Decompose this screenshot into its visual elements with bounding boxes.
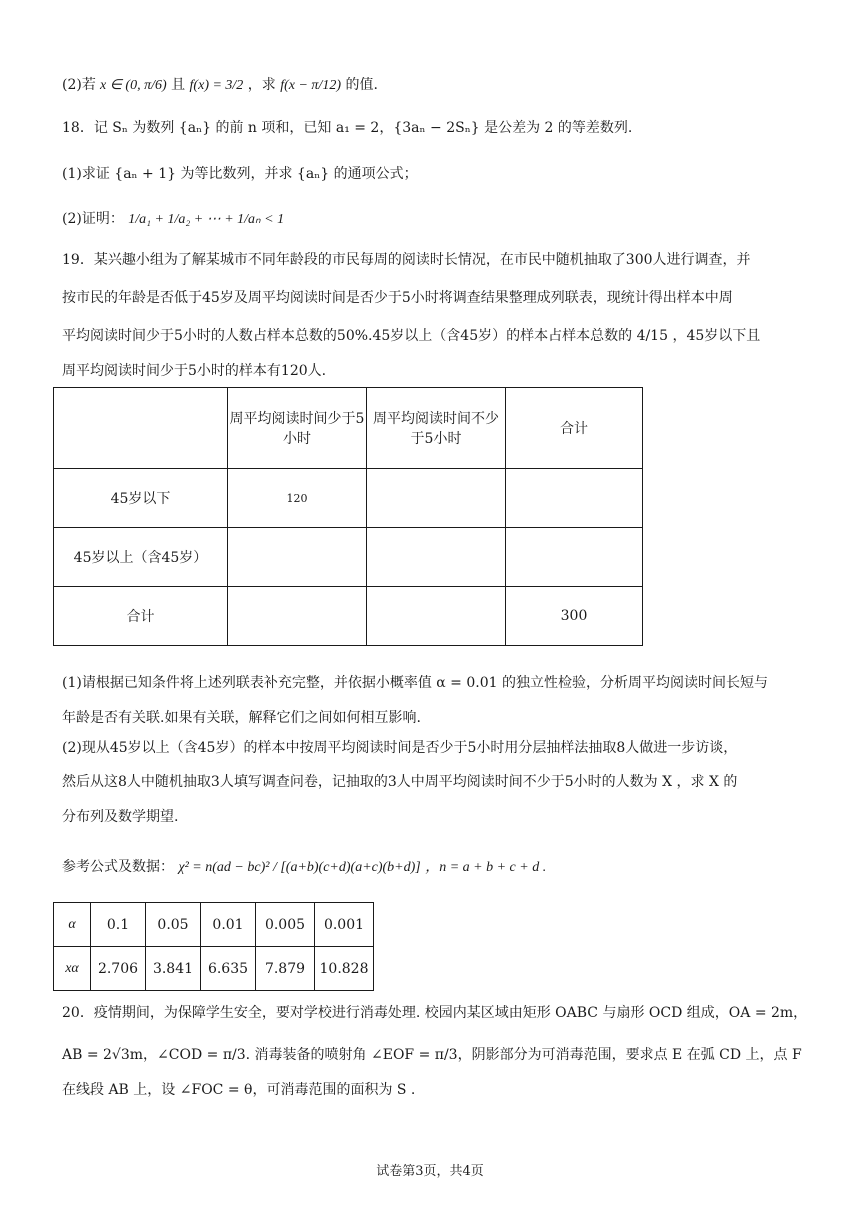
q19-line2: 按市民的年龄是否低于45岁及周平均阅读时间是否少于5小时将调查结果整理成列联表，现统计得出样本中周 (62, 290, 733, 306)
q17-given: f(x) = 3/2 (189, 78, 244, 93)
q19-line3-b: ，45岁以下且 (672, 328, 761, 344)
table-header: 合计 (506, 388, 643, 469)
contingency-table (53, 387, 643, 646)
q18-part1: (1)求证 {aₙ + 1} 为等比数列，并求 {aₙ} 的通项公式； (62, 166, 418, 182)
q17-suffix: 的值. (345, 77, 378, 93)
q19-part2-l2: 然后从这8人中随机抽取3人填写调查问卷，记抽取的3人中周平均阅读时间不少于5小时的人数为 X ，求 X 的 (62, 774, 738, 790)
table-cell (506, 528, 643, 587)
table-cell (367, 528, 506, 587)
q19-part2-l3: 分布列及数学期望. (62, 809, 179, 825)
q19-line3-frac: 4/15 (636, 328, 669, 344)
table-cell: 300 (506, 587, 643, 646)
q19-ref (62, 857, 546, 878)
q19-ref-n: ，n = a + b + c + d . (425, 860, 547, 875)
table-header: 周平均阅读时间少于5小时 (228, 388, 367, 469)
table-cell (54, 388, 228, 469)
table-cell (228, 587, 367, 646)
table-row (54, 528, 643, 587)
q17-ask: ，求 (247, 77, 276, 93)
q19-ref-formula: χ² = n(ad − bc)² / [(a+b)(c+d)(a+c)(b+d)] (178, 860, 421, 875)
q19-ref-label: 参考公式及数据： (62, 859, 174, 875)
table-cell: 10.828 (315, 947, 374, 991)
q17-part2-rest (100, 75, 378, 96)
q19-line3 (62, 326, 760, 346)
table-cell: 合计 (54, 587, 228, 646)
table-cell: 2.706 (91, 947, 146, 991)
q17-mid: 且 (171, 77, 186, 93)
q18-part2-formula: 1/a₁ + 1/a₂ + ⋯ + 1/aₙ < 1 (128, 212, 285, 227)
table-cell (506, 469, 643, 528)
q19-line1: 19．某兴趣小组为了解某城市不同年龄段的市民每周的阅读时长情况，在市民中随机抽取了300人进行调查，并 (62, 252, 751, 268)
q18-part2-prefix: (2)证明： (62, 211, 124, 227)
table-cell: 120 (228, 469, 367, 528)
table-cell: 6.635 (201, 947, 256, 991)
table-header: 周平均阅读时间不少于5小时 (367, 388, 506, 469)
q18-part2 (62, 209, 284, 230)
q20-line2: AB = 2√3m，∠COD = π/3. 消毒装备的喷射角 ∠EOF = π/3，阴影部分为可消毒范围，要求点 E 在弧 CD 上，点 F (62, 1047, 802, 1063)
q19-part2-l1: (2)现从45岁以上（含45岁）的样本中按周平均阅读时间是否少于5小时用分层抽样法抽取8人做进一步访谈， (62, 740, 738, 756)
q19-part1-l2: 年龄是否有关联.如果有关联，解释它们之间如何相互影响. (62, 710, 421, 726)
q18-stem: 18．记 Sₙ 为数列 {aₙ} 的前 n 项和，已知 a₁ = 2，{3aₙ − 2Sₙ} 是公差为 2 的等差数列. (62, 120, 633, 136)
table-cell: 45岁以下 (54, 469, 228, 528)
q19-line3-a: 平均阅读时间少于5小时的人数占样本总数的50%.45岁以上（含45岁）的样本占样本总数的 (62, 328, 633, 344)
table-header-row (54, 388, 643, 469)
table-cell: 3.841 (146, 947, 201, 991)
q19-line4: 周平均阅读时间少于5小时的样本有120人. (62, 363, 327, 379)
alpha-table (53, 902, 374, 991)
table-row (54, 947, 374, 991)
table-cell: xα (54, 947, 91, 991)
q20-line3: 在线段 AB 上，设 ∠FOC = θ，可消毒范围的面积为 S . (62, 1082, 416, 1098)
q17-part2: (2)若 (62, 77, 96, 93)
table-row (54, 469, 643, 528)
table-cell: α (54, 903, 91, 947)
table-cell: 0.001 (315, 903, 374, 947)
table-row (54, 587, 643, 646)
q17-cond: x ∈ (0, π/6) (100, 78, 167, 93)
table-cell: 0.1 (91, 903, 146, 947)
q17-target: f(x − π/12) (280, 78, 341, 93)
table-cell: 0.01 (201, 903, 256, 947)
table-cell (367, 587, 506, 646)
q19-part1-l1: (1)请根据已知条件将上述列联表补充完整，并依据小概率值 α = 0.01 的独立性检验，分析周平均阅读时间长短与 (62, 675, 768, 691)
page-footer: 试卷第3页，共4页 (376, 1164, 484, 1179)
table-cell (228, 528, 367, 587)
q20-line1: 20．疫情期间，为保障学生安全，要对学校进行消毒处理. 校园内某区域由矩形 OABC 与扇形 OCD 组成，OA = 2m， (62, 1005, 808, 1021)
table-cell: 45岁以上（含45岁） (54, 528, 228, 587)
table-cell: 0.005 (256, 903, 315, 947)
table-cell: 0.05 (146, 903, 201, 947)
table-cell: 7.879 (256, 947, 315, 991)
table-cell (367, 469, 506, 528)
table-row (54, 903, 374, 947)
